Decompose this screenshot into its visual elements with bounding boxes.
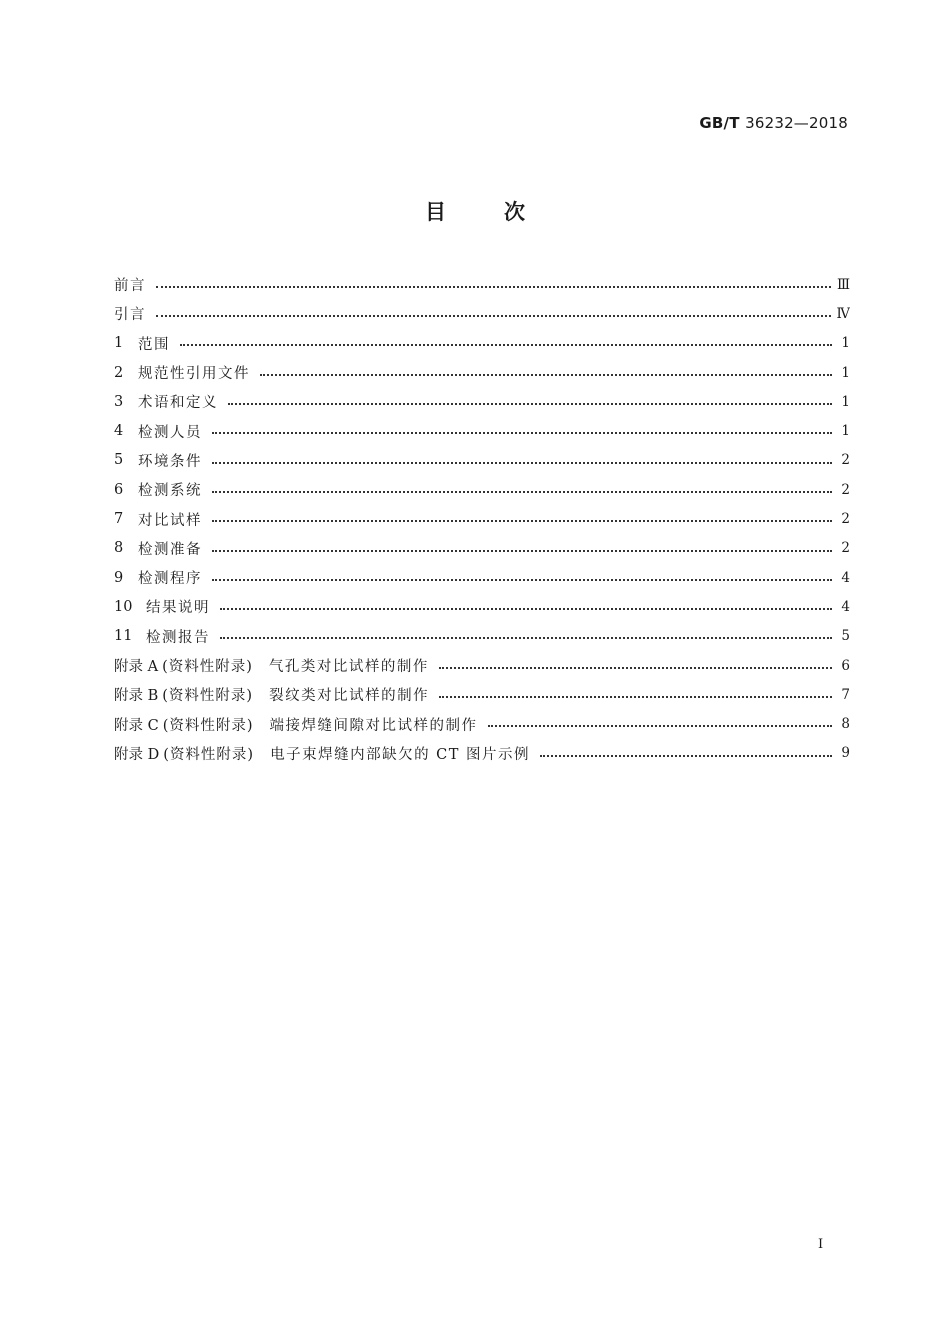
toc-entry-page: 2 [841, 481, 850, 498]
toc-entry-title: 规范性引用文件 [138, 366, 250, 383]
toc-dot-leader [488, 717, 832, 732]
toc-entry-number: 9 [114, 569, 124, 586]
toc-entry[interactable] [114, 329, 850, 358]
toc-dot-leader [212, 570, 832, 585]
toc-entry-number: 1 [114, 335, 124, 352]
toc-entry-title: 术语和定义 [138, 395, 218, 412]
toc-entry-page: 5 [841, 628, 850, 645]
toc-entry[interactable] [114, 446, 850, 475]
toc-entry-title: 检测系统 [138, 483, 202, 500]
toc-dot-leader [220, 600, 832, 615]
toc-entry-title: 电子束焊缝内部缺欠的 CT 图片示例 [270, 746, 531, 763]
toc-dot-leader [212, 453, 832, 468]
toc-entry-number: 4 [114, 423, 124, 440]
toc-entry-page: 8 [841, 716, 850, 733]
toc-entry-title: 引言 [114, 307, 146, 324]
toc-entry-page: 7 [841, 686, 850, 703]
toc-entry-number: 10 [114, 598, 133, 615]
toc-entry-page: 1 [841, 423, 850, 440]
toc-entry-number: 3 [114, 393, 124, 410]
toc-entry-title: 裂纹类对比试样的制作 [269, 688, 430, 705]
toc-title-char-2: 次 [504, 200, 525, 224]
toc-dot-leader [439, 688, 832, 703]
toc-dot-leader [212, 482, 832, 497]
toc-entry-page: 1 [841, 364, 850, 381]
toc-dot-leader [439, 658, 832, 673]
toc-entry-title: 检测报告 [146, 629, 210, 646]
toc-dot-leader [156, 277, 831, 292]
toc-entry-number: 2 [114, 364, 124, 381]
toc-entry[interactable] [114, 504, 850, 533]
toc-entry-annex-type: (资料性附录) [162, 659, 253, 675]
toc-entry-number: 附录 A [114, 659, 159, 675]
toc-entry-title: 前言 [114, 278, 146, 295]
toc-entry-page: 6 [841, 657, 850, 674]
toc-entry-page: Ⅲ [836, 276, 850, 293]
toc-dot-leader [228, 395, 832, 410]
toc-entry-number: 8 [114, 540, 124, 557]
toc-entry-page: 4 [841, 569, 850, 586]
toc-entry[interactable] [114, 739, 850, 768]
toc-entry-page: 2 [841, 511, 850, 528]
toc-entry-annex-type: (资料性附录) [162, 688, 254, 705]
toc-entry-number: 6 [114, 481, 124, 498]
toc-dot-leader [540, 746, 832, 761]
toc-entry-page: 2 [841, 540, 850, 557]
toc-entry-title: 检测准备 [138, 541, 202, 558]
toc-entry-title: 检测程序 [138, 571, 202, 588]
toc-entry-number: 附录 D [114, 746, 160, 763]
toc-entry[interactable] [114, 534, 850, 563]
standard-number [699, 114, 848, 132]
toc-title [0, 196, 950, 226]
toc-entry-page: 9 [841, 745, 850, 762]
toc-entry-page: 1 [841, 393, 850, 410]
toc-entry-title: 结果说明 [146, 600, 210, 617]
toc-entry[interactable] [114, 416, 850, 445]
toc-dot-leader [156, 307, 831, 322]
standard-prefix: GB/T [699, 114, 740, 132]
toc-title-char-1: 目 [425, 200, 446, 224]
toc-dot-leader [212, 512, 832, 527]
page-number: Ⅰ [818, 1237, 824, 1252]
toc-entry-title: 范围 [138, 336, 170, 353]
toc-entry-page: Ⅳ [836, 305, 850, 322]
toc-dot-leader [220, 629, 832, 644]
toc-entry-page: 1 [841, 335, 850, 352]
standard-code: 36232—2018 [745, 114, 848, 132]
toc-entry[interactable] [114, 680, 850, 709]
toc-entry-number: 附录 B [114, 688, 159, 705]
toc-entry[interactable] [114, 475, 850, 504]
toc-entry[interactable] [114, 709, 850, 738]
toc-entry-title: 环境条件 [138, 453, 202, 470]
toc-entry-number: 5 [114, 452, 124, 469]
toc-entry[interactable] [114, 358, 850, 387]
toc-entry-number: 11 [114, 628, 133, 645]
toc-entry-title: 对比试样 [138, 512, 202, 529]
toc-entry-number: 7 [114, 511, 124, 528]
toc-entry-page: 2 [841, 452, 850, 469]
toc-entry[interactable] [114, 299, 850, 328]
toc-entry[interactable] [114, 563, 850, 592]
toc-entry-title: 气孔类对比试样的制作 [268, 659, 429, 675]
toc-entry[interactable] [114, 592, 850, 621]
toc-dot-leader [180, 336, 832, 351]
toc-dot-leader [212, 541, 832, 556]
toc-entry-page: 4 [841, 598, 850, 615]
toc-entry[interactable] [114, 387, 850, 416]
toc-entry-annex-type: (资料性附录) [163, 746, 255, 763]
table-of-contents [114, 270, 850, 768]
toc-dot-leader [212, 424, 832, 439]
toc-entry[interactable] [114, 651, 850, 680]
toc-entry-title: 检测人员 [138, 424, 202, 441]
toc-entry[interactable] [114, 622, 850, 651]
toc-dot-leader [260, 365, 832, 380]
toc-entry[interactable] [114, 270, 850, 299]
toc-entry-title: 端接焊缝间隙对比试样的制作 [269, 717, 478, 734]
toc-entry-number: 附录 C [114, 717, 159, 734]
toc-entry-annex-type: (资料性附录) [162, 717, 254, 734]
